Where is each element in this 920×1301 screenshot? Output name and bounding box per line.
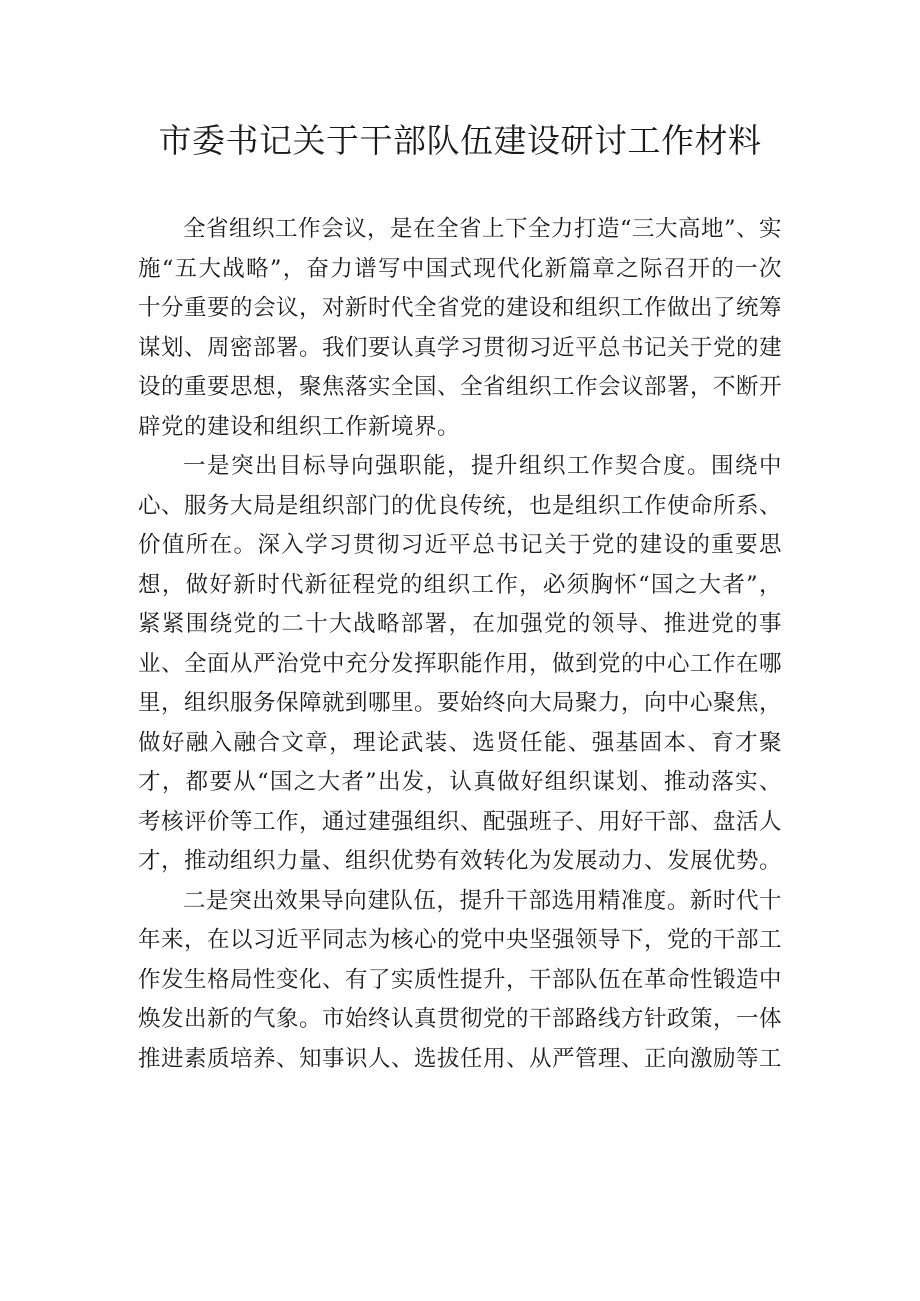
paragraph-point-one: 一是突出目标导向强职能，提升组织工作契合度。围绕中心、服务大局是组织部门的优良传统，也是组织工作使命所系、价值所在。深入学习贯彻习近平总书记关于党的建设的重要思想，做好新时代新征程党的组织工作，必须胸怀“国之大者”，紧紧围绕党的二十大战略部署，在加强党的领导、推进党的事业、全面从严治党中充分发挥职能作用，做到党的中心工作在哪里，组织服务保障就到哪里。要始终向大局聚力，向中心聚焦，做好融入融合文章，理论武装、选贤任能、强基固本、育才聚才，都要从“国之大者”出发，认真做好组织谋划、推动落实、考核评价等工作，通过建强组织、配强班子、用好干部、盘活人才，推动组织力量、组织优势有效转化为发展动力、发展优势。 (138, 453, 783, 874)
paragraph-point-two: 二是突出效果导向建队伍，提升干部选用精准度。新时代十年来，在以习近平同志为核心的党中央坚强领导下，党的干部工作发生格局性变化、有了实质性提升，干部队伍在革命性锻造中焕发出新的气象。市始终认真贯彻党的干部路线方针政策，一体推进素质培养、知事识人、选拔任用、从严管理、正向激励等工 (138, 887, 783, 1072)
paragraph-intro: 全省组织工作会议，是在全省上下全力打造“三大高地”、实施“五大战略”，奋力谱写中国式现代化新篇章之际召开的一次十分重要的会议，对新时代全省党的建设和组织工作做出了统筹谋划、周密部署。我们要认真学习贯彻习近平总书记关于党的建设的重要思想，聚焦落实全国、全省组织工作会议部署，不断开辟党的建设和组织工作新境界。 (138, 216, 783, 440)
document-title: 市委书记关于干部队伍建设研讨工作材料 (158, 121, 762, 160)
document-body (138, 210, 782, 1079)
